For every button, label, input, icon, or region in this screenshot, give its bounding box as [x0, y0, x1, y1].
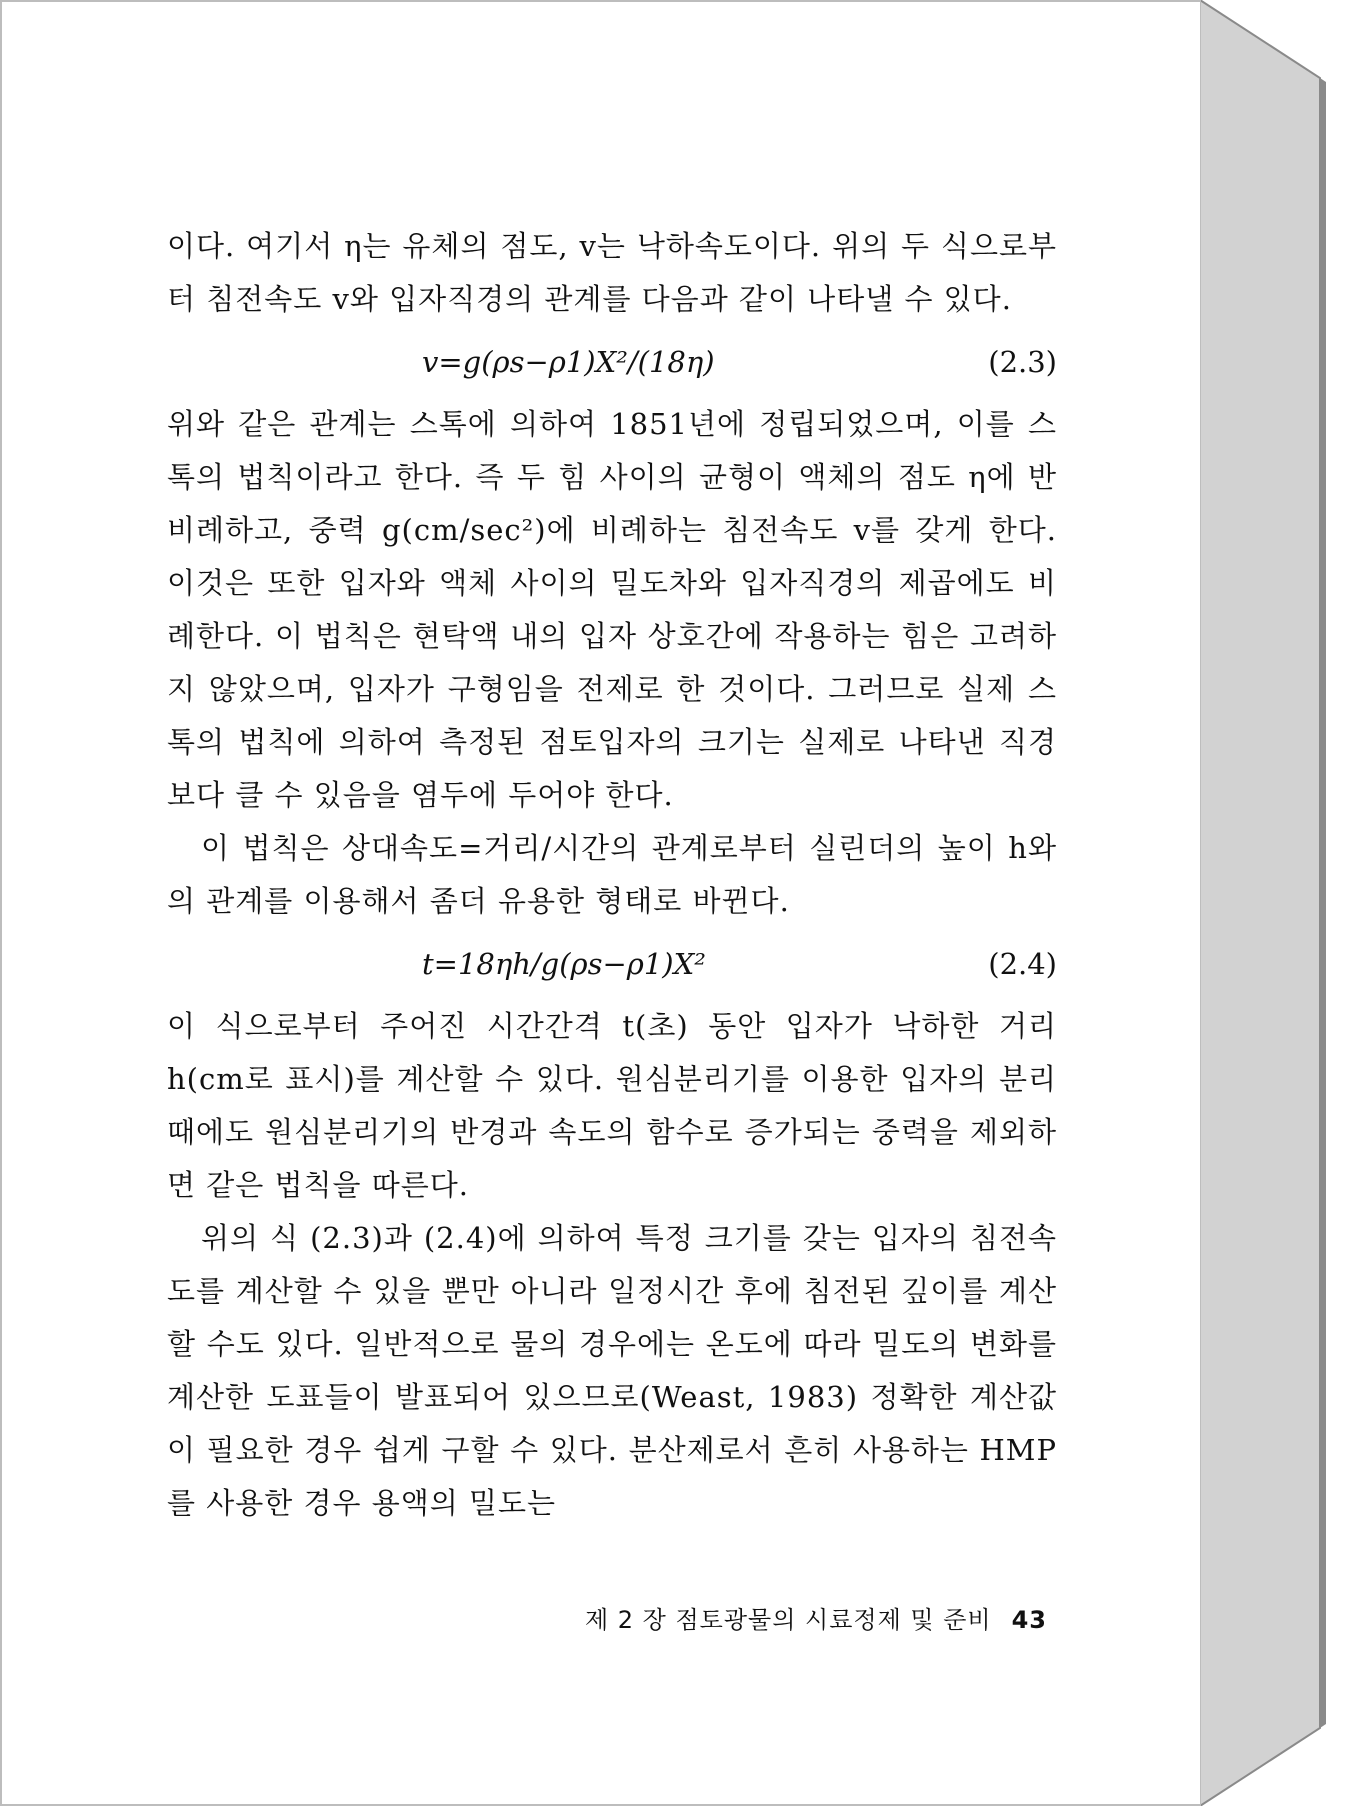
page-footer	[2, 1600, 1047, 1640]
paragraph-4: 이 식으로부터 주어진 시간간격 t(초) 동안 입자가 낙하한 거리 h(cm로 표시)를 계산할 수 있다. 원심분리기를 이용한 입자의 분리 때에도 원심분리기의 반경과 속도의 함수로 증가되는 중력을 제외하면 같은 법칙을 따른다.	[167, 1009, 1057, 1202]
page-edge-graphic	[1200, 0, 1357, 1806]
book-page-edge	[1200, 0, 1357, 1806]
paragraph-3: 이 법칙은 상대속도=거리/시간의 관계로부터 실린더의 높이 h와의 관계를 이용해서 좀더 유용한 형태로 바뀐다.	[167, 831, 1057, 918]
chapter-title: 제 2 장 점토광물의 시료정제 및 준비	[584, 1606, 992, 1634]
equation-2-4	[167, 936, 1057, 992]
paragraph-1: 이다. 여기서 η는 유체의 점도, v는 낙하속도이다. 위의 두 식으로부터 침전속도 v와 입자직경의 관계를 다음과 같이 나타낼 수 있다.	[167, 229, 1057, 316]
equation-number: (2.3)	[988, 345, 1057, 379]
paragraph-5: 위의 식 (2.3)과 (2.4)에 의하여 특정 크기를 갖는 입자의 침전속도를 계산할 수 있을 뿐만 아니라 일정시간 후에 침전된 깊이를 계산할 수도 있다. 일반적으로 물의 경우에는 온도에 따라 밀도의 변화를 계산한 도표들이 발표되어 있으므로(Weast, 1983) 정확한 계산값이 필요한 경우 쉽게 구할 수 있다. 분산제로서 흔히 사용하는 HMP를 사용한 경우 용액의 밀도는	[167, 1221, 1057, 1520]
paragraph-2: 위와 같은 관계는 스톡에 의하여 1851년에 정립되었으며, 이를 스톡의 법칙이라고 한다. 즉 두 힘 사이의 균형이 액체의 점도 η에 반비례하고, 중력 g(cm/sec²)에 비례하는 침전속도 v를 갖게 한다. 이것은 또한 입자와 액체 사이의 밀도차와 입자직경의 제곱에도 비례한다. 이 법칙은 현탁액 내의 입자 상호간에 작용하는 힘은 고려하지 않았으며, 입자가 구형임을 전제로 한 것이다. 그러므로 실제 스톡의 법칙에 의하여 측정된 점토입자의 크기는 실제로 나타낸 직경보다 클 수 있음을 염두에 두어야 한다.	[167, 407, 1057, 812]
page-body	[167, 220, 1057, 1580]
page-number: 43	[1011, 1606, 1047, 1634]
equation-formula: v=g(ρs−ρ1)X²/(18η)	[422, 345, 715, 379]
equation-2-3	[167, 334, 1057, 390]
equation-number: (2.4)	[988, 947, 1057, 981]
equation-formula: t=18ηh/g(ρs−ρ1)X²	[422, 947, 706, 981]
